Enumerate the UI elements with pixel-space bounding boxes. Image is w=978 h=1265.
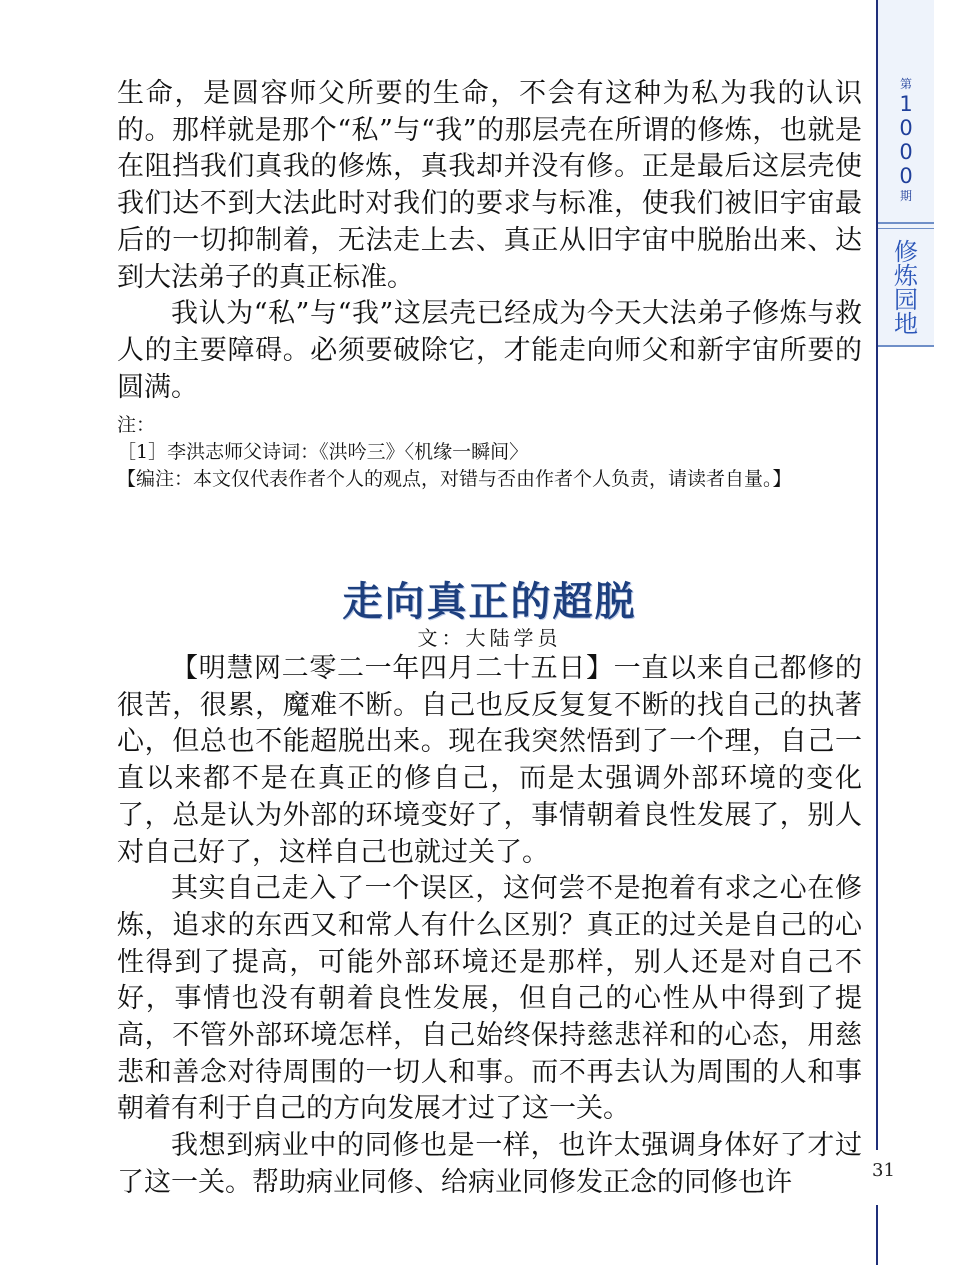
issue-suffix: 期	[899, 189, 912, 203]
issue-digit: 0	[899, 164, 913, 188]
editor-note: 【编注：本文仅代表作者个人的观点，对错与否由作者个人负责，请读者自量。】	[117, 468, 792, 490]
paragraph: 我认为“私”与“我”这层壳已经成为今天大法弟子修炼与救人的主要障碍。必须要破除它，才能走向师父和新宇宙所要的圆满。	[117, 298, 862, 403]
column-title	[878, 240, 934, 336]
article-body	[117, 651, 862, 1202]
paragraph: 我想到病业中的同修也是一样，也许太强调身体好了才过了这一关。帮助病业同修、给病业同修发正念的同修也许	[117, 1130, 862, 1198]
notes-section	[117, 412, 862, 493]
notes-label: 注：	[117, 414, 156, 436]
column-title-char: 炼	[894, 262, 918, 290]
sidebar-rule-bottom	[876, 1205, 878, 1265]
issue-digit: 0	[899, 140, 913, 164]
sidebar-panel	[878, 0, 934, 347]
column-title-char: 地	[894, 310, 918, 338]
column-title-char: 修	[894, 238, 918, 266]
article-byline: 文：大陆学员	[417, 626, 562, 650]
paragraph: 生命，是圆容师父所要的生命，不会有这种为私为我的认识的。那样就是那个“私”与“我”的那层壳在所谓的修炼，也就是在阻挡我们真我的修炼，真我却并没有修。正是最后这层壳使我们达不到大法此时对我们的要求与标准，使我们被旧宇宙最后的一切抑制着，无法走上去、真正从旧宇宙中脱胎出来、达到大法弟子的真正标准。	[117, 78, 862, 293]
issue-prefix: 第	[899, 77, 912, 91]
column-title-char: 园	[894, 286, 918, 314]
footnote-reference: ［1］李洪志师父诗词：《洪吟三》〈机缘一瞬间〉	[117, 441, 529, 463]
issue-digit: 1	[899, 92, 913, 116]
previous-article-text	[117, 76, 862, 406]
issue-digit: 0	[899, 116, 913, 140]
sidebar-divider	[878, 222, 934, 224]
page-number: 31	[872, 1160, 895, 1181]
paragraph: 其实自己走入了一个误区，这何尝不是抱着有求之心在修炼，追求的东西又和常人有什么区别？真正的过关是自己的心性得到了提高，可能外部环境还是那样，别人还是对自己不好，事情也没有朝着良性发展，但自己的心性从中得到了提高，不管外部环境怎样，自己始终保持慈悲祥和的心态，用慈悲和善念对待周围的一切人和事。而不再去认为周围的人和事朝着有利于自己的方向发展才过了这一关。	[117, 873, 862, 1125]
article-title: 走向真正的超脱	[342, 578, 637, 625]
paragraph: 【明慧网二零二一年四月二十五日】一直以来自己都修的很苦，很累，魔难不断。自己也反反复复不断的找自己的执著心，但总也不能超脱出来。现在我突然悟到了一个理，自己一直以来都不是在真正的修自己，而是太强调外部环境的变化了，总是认为外部的环境变好了，事情朝着良性发展了，别人对自己好了，这样自己也就过关了。	[117, 653, 862, 868]
issue-number	[878, 76, 934, 204]
sidebar-divider	[878, 228, 934, 229]
